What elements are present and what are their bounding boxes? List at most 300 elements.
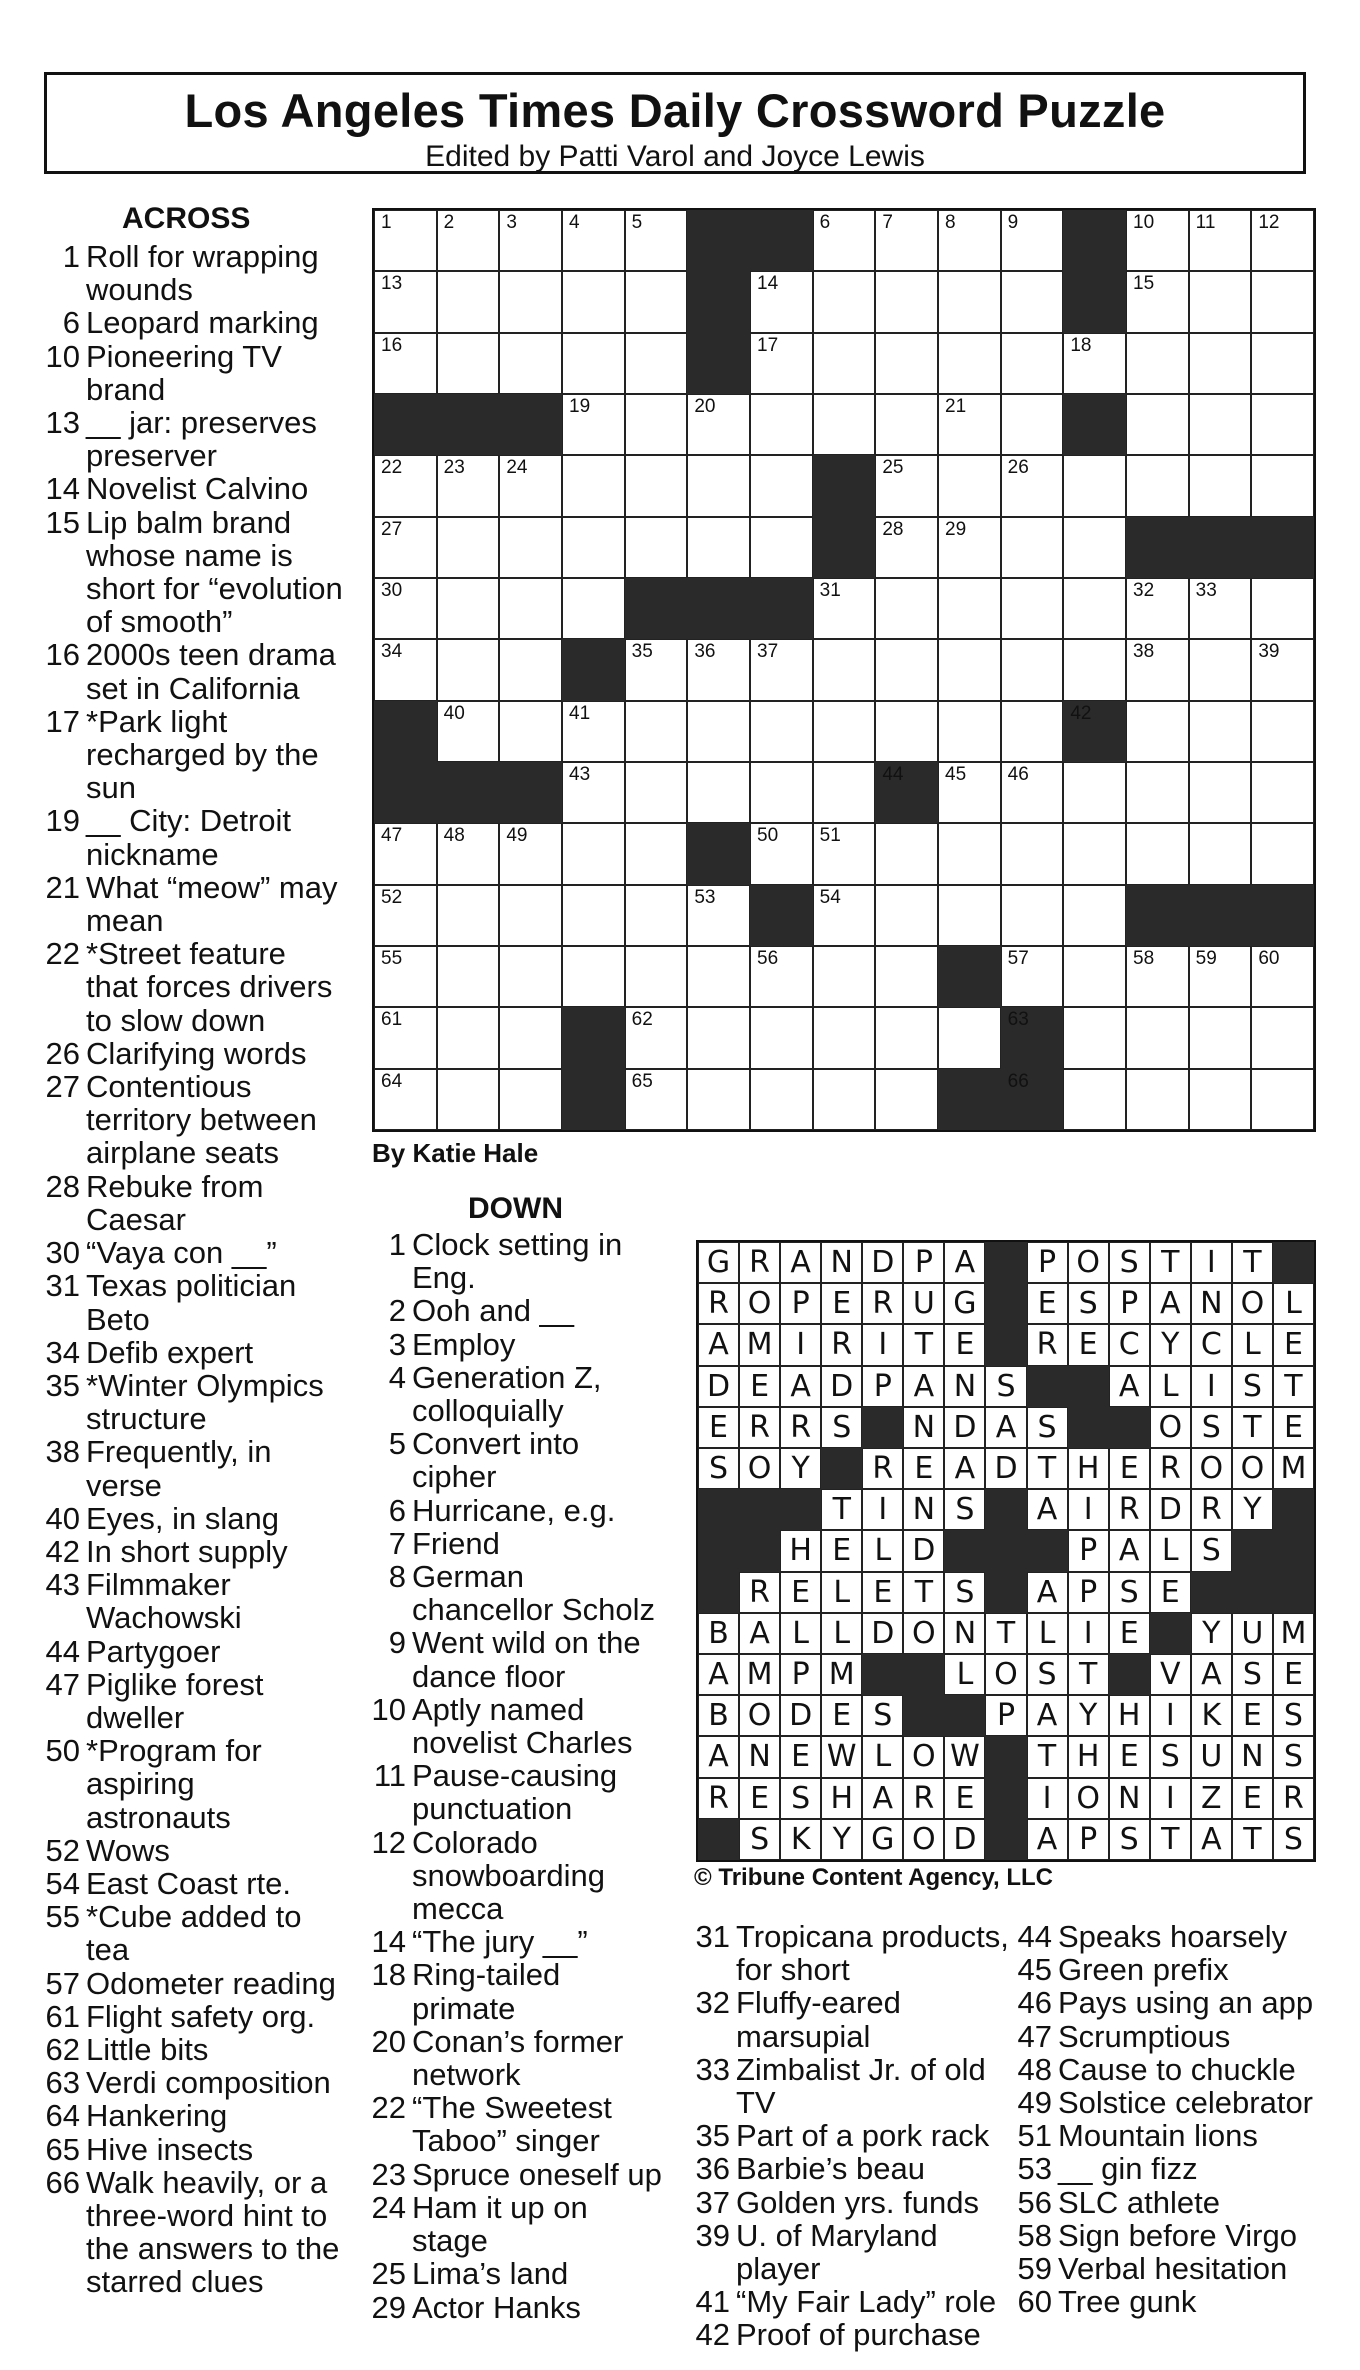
clue-text: Golden yrs. funds bbox=[736, 2184, 979, 2220]
grid-cell[interactable] bbox=[625, 455, 688, 516]
grid-cell[interactable] bbox=[499, 1007, 562, 1068]
grid-cell[interactable] bbox=[938, 455, 1001, 516]
grid-cell[interactable] bbox=[1063, 1069, 1126, 1130]
answer-black-square bbox=[944, 1695, 985, 1736]
grid-cell[interactable] bbox=[437, 946, 500, 1007]
grid-cell[interactable] bbox=[1251, 1007, 1314, 1068]
grid-cell[interactable] bbox=[1001, 578, 1064, 639]
clue-number: 19 bbox=[45, 803, 80, 839]
grid-cell[interactable] bbox=[750, 946, 813, 1007]
cell-number: 53 bbox=[694, 886, 716, 908]
grid-cell[interactable] bbox=[1189, 639, 1252, 700]
grid-cell[interactable] bbox=[1189, 271, 1252, 332]
answer-letter: L bbox=[862, 1736, 903, 1777]
grid-cell[interactable] bbox=[499, 578, 562, 639]
grid-cell[interactable] bbox=[1126, 455, 1189, 516]
grid-cell[interactable] bbox=[1063, 762, 1126, 823]
grid-cell[interactable] bbox=[687, 701, 750, 762]
grid-cell[interactable] bbox=[1001, 517, 1064, 578]
cell-number: 35 bbox=[631, 641, 653, 663]
grid-cell[interactable] bbox=[1126, 701, 1189, 762]
grid-cell[interactable] bbox=[1189, 333, 1252, 394]
grid-cell[interactable] bbox=[437, 517, 500, 578]
clue-number: 52 bbox=[45, 1832, 80, 1868]
grid-cell[interactable] bbox=[750, 762, 813, 823]
grid-cell[interactable] bbox=[875, 639, 938, 700]
grid-cell[interactable] bbox=[625, 271, 688, 332]
grid-cell[interactable] bbox=[1063, 1007, 1126, 1068]
answer-black-square bbox=[739, 1489, 780, 1530]
grid-cell[interactable] bbox=[813, 394, 876, 455]
answer-letter: S bbox=[1068, 1283, 1109, 1324]
grid-cell[interactable] bbox=[875, 1069, 938, 1130]
grid-cell[interactable] bbox=[1001, 946, 1064, 1007]
cell-number: 25 bbox=[882, 457, 904, 479]
clue-text: Ooh and __ bbox=[412, 1293, 575, 1329]
grid-cell[interactable] bbox=[1063, 455, 1126, 516]
grid-cell[interactable] bbox=[750, 455, 813, 516]
grid-cell[interactable] bbox=[938, 885, 1001, 946]
grid-cell[interactable] bbox=[1001, 701, 1064, 762]
cell-number: 19 bbox=[569, 395, 591, 417]
grid-cell[interactable] bbox=[1126, 1007, 1189, 1068]
clue-text: Spruce oneself up bbox=[412, 2156, 662, 2192]
answer-letter: I bbox=[1191, 1366, 1232, 1407]
grid-cell[interactable] bbox=[374, 1007, 437, 1068]
clue-number: 28 bbox=[45, 1168, 80, 1204]
cell-number: 24 bbox=[506, 457, 528, 479]
grid-cell[interactable] bbox=[750, 639, 813, 700]
grid-cell[interactable] bbox=[1251, 1069, 1314, 1130]
clue-text: Frequently, in verse bbox=[86, 1434, 272, 1503]
grid-cell[interactable] bbox=[1001, 333, 1064, 394]
grid-cell[interactable] bbox=[374, 210, 437, 271]
answer-letter: H bbox=[821, 1778, 862, 1819]
grid-cell[interactable] bbox=[1001, 210, 1064, 271]
answer-letter: H bbox=[1109, 1695, 1150, 1736]
clue-item bbox=[40, 1900, 346, 1966]
answer-letter: N bbox=[739, 1736, 780, 1777]
grid-cell[interactable] bbox=[1063, 823, 1126, 884]
grid-cell[interactable] bbox=[938, 210, 1001, 271]
answer-letter: A bbox=[1150, 1283, 1191, 1324]
grid-cell[interactable] bbox=[1063, 333, 1126, 394]
cell-number: 27 bbox=[381, 518, 403, 540]
answer-letter: O bbox=[739, 1695, 780, 1736]
grid-cell[interactable] bbox=[562, 823, 625, 884]
grid-cell[interactable] bbox=[374, 946, 437, 1007]
grid-cell[interactable] bbox=[1126, 762, 1189, 823]
grid-cell[interactable] bbox=[499, 517, 562, 578]
answer-letter: A bbox=[862, 1778, 903, 1819]
clue-number: 32 bbox=[695, 1985, 730, 2021]
clue-text: What “meow” may mean bbox=[86, 869, 338, 939]
clue-text: Roll for wrapping wounds bbox=[86, 239, 319, 308]
grid-cell[interactable] bbox=[687, 517, 750, 578]
answer-letter: M bbox=[739, 1654, 780, 1695]
grid-cell[interactable] bbox=[813, 762, 876, 823]
answer-letter: T bbox=[1232, 1242, 1273, 1283]
grid-cell[interactable] bbox=[499, 333, 562, 394]
grid-cell[interactable] bbox=[625, 762, 688, 823]
grid-cell[interactable] bbox=[625, 333, 688, 394]
clue-number: 49 bbox=[1017, 2085, 1052, 2121]
grid-cell[interactable] bbox=[625, 823, 688, 884]
grid-cell[interactable] bbox=[437, 885, 500, 946]
grid-cell[interactable] bbox=[374, 333, 437, 394]
clue-text: Leopard marking bbox=[86, 305, 319, 341]
grid-cell[interactable] bbox=[1251, 639, 1314, 700]
grid-cell[interactable] bbox=[562, 701, 625, 762]
cell-number: 14 bbox=[757, 273, 779, 295]
black-square bbox=[562, 1007, 625, 1068]
grid-cell[interactable] bbox=[562, 885, 625, 946]
grid-cell[interactable] bbox=[625, 517, 688, 578]
grid-cell[interactable] bbox=[1251, 578, 1314, 639]
grid-cell[interactable] bbox=[813, 333, 876, 394]
grid-cell[interactable] bbox=[625, 946, 688, 1007]
answer-black-square bbox=[1273, 1242, 1314, 1283]
grid-cell[interactable] bbox=[625, 394, 688, 455]
grid-cell[interactable] bbox=[1126, 333, 1189, 394]
grid-cell[interactable] bbox=[1189, 1007, 1252, 1068]
cell-number: 44 bbox=[882, 763, 904, 785]
grid-cell[interactable] bbox=[938, 394, 1001, 455]
grid-cell[interactable] bbox=[1126, 271, 1189, 332]
grid-cell[interactable] bbox=[750, 823, 813, 884]
grid-cell[interactable] bbox=[750, 517, 813, 578]
grid-cell[interactable] bbox=[938, 701, 1001, 762]
grid-cell[interactable] bbox=[374, 271, 437, 332]
answer-letter: T bbox=[1150, 1819, 1191, 1860]
grid-cell[interactable] bbox=[374, 517, 437, 578]
grid-cell[interactable] bbox=[1189, 701, 1252, 762]
grid-cell[interactable] bbox=[813, 210, 876, 271]
grid-cell[interactable] bbox=[1251, 394, 1314, 455]
answer-black-square bbox=[1068, 1407, 1109, 1448]
grid-cell[interactable] bbox=[813, 578, 876, 639]
grid-cell[interactable] bbox=[813, 701, 876, 762]
answer-letter: I bbox=[780, 1324, 821, 1365]
grid-cell[interactable] bbox=[875, 946, 938, 1007]
grid-cell[interactable] bbox=[374, 639, 437, 700]
down-clue-list-1 bbox=[366, 1228, 670, 2324]
grid-cell[interactable] bbox=[499, 455, 562, 516]
clue-text: Defib expert bbox=[86, 1334, 254, 1370]
grid-cell[interactable] bbox=[687, 762, 750, 823]
grid-cell[interactable] bbox=[562, 271, 625, 332]
grid-cell[interactable] bbox=[1126, 823, 1189, 884]
grid-cell[interactable] bbox=[625, 1007, 688, 1068]
clue-number: 41 bbox=[695, 2284, 730, 2320]
grid-cell[interactable] bbox=[875, 578, 938, 639]
clue-item bbox=[40, 1170, 346, 1236]
grid-cell[interactable] bbox=[750, 394, 813, 455]
answer-letter: S bbox=[698, 1448, 739, 1489]
grid-cell[interactable] bbox=[1251, 271, 1314, 332]
clue-text: Hurricane, e.g. bbox=[412, 1492, 616, 1528]
grid-cell[interactable] bbox=[437, 701, 500, 762]
grid-cell[interactable] bbox=[813, 639, 876, 700]
clue-item bbox=[366, 2257, 670, 2290]
grid-cell[interactable] bbox=[1189, 823, 1252, 884]
grid-cell[interactable] bbox=[875, 394, 938, 455]
answer-letter: S bbox=[1109, 1572, 1150, 1613]
answer-letter: T bbox=[1027, 1736, 1068, 1777]
grid-cell[interactable] bbox=[1251, 823, 1314, 884]
answer-letter: W bbox=[944, 1736, 985, 1777]
clue-text: Part of a pork rack bbox=[736, 2118, 990, 2154]
answer-letter: R bbox=[1191, 1489, 1232, 1530]
clue-text: Odometer reading bbox=[86, 1965, 336, 2001]
grid-cell[interactable] bbox=[625, 701, 688, 762]
grid-cell[interactable] bbox=[625, 639, 688, 700]
grid-cell[interactable] bbox=[437, 455, 500, 516]
cell-number: 41 bbox=[569, 702, 591, 724]
grid-cell[interactable] bbox=[938, 762, 1001, 823]
answer-letter: O bbox=[903, 1819, 944, 1860]
clue-item bbox=[40, 1734, 346, 1834]
answer-letter: T bbox=[1232, 1407, 1273, 1448]
clue-item bbox=[40, 1236, 346, 1269]
answer-letter: A bbox=[739, 1613, 780, 1654]
answer-letter: A bbox=[1191, 1819, 1232, 1860]
answer-letter: E bbox=[862, 1572, 903, 1613]
grid-cell[interactable] bbox=[562, 455, 625, 516]
grid-cell[interactable] bbox=[687, 1069, 750, 1130]
grid-cell[interactable] bbox=[813, 885, 876, 946]
grid-cell[interactable] bbox=[1189, 210, 1252, 271]
grid-cell[interactable] bbox=[750, 333, 813, 394]
grid-cell[interactable] bbox=[1126, 210, 1189, 271]
grid-cell[interactable] bbox=[562, 210, 625, 271]
clue-text: In short supply bbox=[86, 1533, 288, 1569]
grid-cell[interactable] bbox=[875, 823, 938, 884]
grid-cell[interactable] bbox=[562, 946, 625, 1007]
grid-cell[interactable] bbox=[687, 639, 750, 700]
grid-cell[interactable] bbox=[1251, 701, 1314, 762]
black-square bbox=[938, 1069, 1001, 1130]
page-title: Los Angeles Times Daily Crossword Puzzle bbox=[184, 84, 1166, 137]
answer-black-square bbox=[1068, 1366, 1109, 1407]
grid-cell[interactable] bbox=[687, 1007, 750, 1068]
clue-item bbox=[40, 1502, 346, 1535]
answer-black-square bbox=[1027, 1530, 1068, 1571]
cell-number: 34 bbox=[381, 641, 403, 663]
black-square bbox=[938, 946, 1001, 1007]
grid-cell[interactable] bbox=[1001, 455, 1064, 516]
grid-cell[interactable] bbox=[562, 394, 625, 455]
grid-cell[interactable] bbox=[1126, 394, 1189, 455]
grid-cell[interactable] bbox=[1001, 762, 1064, 823]
clue-item bbox=[40, 804, 346, 870]
grid-cell[interactable] bbox=[813, 946, 876, 1007]
clue-text: Convert into cipher bbox=[412, 1426, 580, 1495]
grid-cell[interactable] bbox=[625, 210, 688, 271]
cell-number: 9 bbox=[1007, 212, 1019, 233]
cell-number: 1 bbox=[381, 212, 392, 233]
answer-letter: D bbox=[903, 1530, 944, 1571]
cell-number: 17 bbox=[757, 334, 779, 356]
answer-letter: Y bbox=[1191, 1613, 1232, 1654]
clue-number: 44 bbox=[1017, 1919, 1052, 1954]
grid-cell[interactable] bbox=[687, 394, 750, 455]
grid-cell[interactable] bbox=[562, 517, 625, 578]
grid-cell[interactable] bbox=[875, 1007, 938, 1068]
answer-black-square bbox=[1273, 1572, 1314, 1613]
grid-cell[interactable] bbox=[687, 455, 750, 516]
grid-cell[interactable] bbox=[1189, 762, 1252, 823]
grid-cell[interactable] bbox=[1063, 517, 1126, 578]
grid-cell[interactable] bbox=[562, 333, 625, 394]
grid-cell[interactable] bbox=[562, 762, 625, 823]
clue-text: *Program for aspiring astronauts bbox=[86, 1733, 262, 1835]
black-square bbox=[437, 762, 500, 823]
grid-cell[interactable] bbox=[625, 885, 688, 946]
grid-cell[interactable] bbox=[813, 1069, 876, 1130]
clue-number: 63 bbox=[45, 2065, 80, 2101]
clue-text: Flight safety org. bbox=[86, 1998, 316, 2034]
grid-cell[interactable] bbox=[499, 210, 562, 271]
clue-item bbox=[690, 2186, 1020, 2219]
grid-cell[interactable] bbox=[437, 333, 500, 394]
grid-cell[interactable] bbox=[875, 885, 938, 946]
grid-cell[interactable] bbox=[437, 271, 500, 332]
grid-cell[interactable] bbox=[1251, 762, 1314, 823]
answer-letter: E bbox=[1068, 1324, 1109, 1365]
answer-letter: E bbox=[1027, 1283, 1068, 1324]
grid-cell[interactable] bbox=[1001, 823, 1064, 884]
grid-cell[interactable] bbox=[1251, 210, 1314, 271]
grid-cell[interactable] bbox=[938, 271, 1001, 332]
clue-number: 42 bbox=[45, 1533, 80, 1569]
answer-letter: O bbox=[903, 1736, 944, 1777]
grid-cell[interactable] bbox=[1063, 639, 1126, 700]
grid-cell[interactable] bbox=[875, 333, 938, 394]
answer-letter: P bbox=[780, 1654, 821, 1695]
grid-cell[interactable] bbox=[374, 578, 437, 639]
cell-number: 8 bbox=[945, 212, 956, 233]
grid-cell[interactable] bbox=[875, 210, 938, 271]
cell-number: 65 bbox=[631, 1070, 653, 1092]
grid-cell[interactable] bbox=[374, 1069, 437, 1130]
grid-cell[interactable] bbox=[437, 639, 500, 700]
grid-cell[interactable] bbox=[1126, 639, 1189, 700]
grid-cell[interactable] bbox=[938, 333, 1001, 394]
clue-text: Pays using an app bbox=[1058, 1985, 1314, 2021]
black-square bbox=[750, 578, 813, 639]
grid-cell[interactable] bbox=[813, 271, 876, 332]
grid-cell[interactable] bbox=[1189, 455, 1252, 516]
grid-cell[interactable] bbox=[374, 455, 437, 516]
grid-cell[interactable] bbox=[1189, 578, 1252, 639]
grid-cell[interactable] bbox=[750, 1069, 813, 1130]
grid-cell[interactable] bbox=[1126, 1069, 1189, 1130]
grid-cell[interactable] bbox=[1063, 946, 1126, 1007]
grid-cell[interactable] bbox=[374, 823, 437, 884]
grid-cell[interactable] bbox=[750, 1007, 813, 1068]
cell-number: 20 bbox=[694, 395, 716, 417]
grid-cell[interactable] bbox=[374, 885, 437, 946]
grid-cell[interactable] bbox=[938, 578, 1001, 639]
answer-black-square bbox=[985, 1819, 1026, 1860]
clue-number: 38 bbox=[45, 1434, 80, 1470]
clue-item bbox=[366, 1826, 670, 1926]
grid-cell[interactable] bbox=[1001, 639, 1064, 700]
grid-cell[interactable] bbox=[938, 823, 1001, 884]
grid-cell[interactable] bbox=[687, 885, 750, 946]
grid-cell[interactable] bbox=[750, 271, 813, 332]
grid-cell[interactable] bbox=[499, 271, 562, 332]
grid-cell[interactable] bbox=[1189, 1069, 1252, 1130]
grid-cell[interactable] bbox=[499, 701, 562, 762]
grid-cell[interactable] bbox=[813, 823, 876, 884]
answer-letter: E bbox=[821, 1695, 862, 1736]
grid-cell[interactable] bbox=[499, 946, 562, 1007]
grid-cell[interactable] bbox=[938, 517, 1001, 578]
grid-cell[interactable] bbox=[1251, 455, 1314, 516]
grid-cell[interactable] bbox=[813, 1007, 876, 1068]
grid-cell[interactable] bbox=[499, 1069, 562, 1130]
grid-cell[interactable] bbox=[875, 701, 938, 762]
grid-cell[interactable] bbox=[499, 885, 562, 946]
grid-cell[interactable] bbox=[625, 1069, 688, 1130]
clue-item bbox=[366, 2191, 670, 2257]
grid-cell[interactable] bbox=[938, 639, 1001, 700]
grid-cell[interactable] bbox=[938, 1007, 1001, 1068]
grid-cell[interactable] bbox=[1189, 946, 1252, 1007]
grid-cell[interactable] bbox=[1251, 946, 1314, 1007]
clue-item bbox=[1012, 2219, 1322, 2252]
answer-letter: E bbox=[1232, 1695, 1273, 1736]
grid-cell[interactable] bbox=[499, 639, 562, 700]
grid-cell[interactable] bbox=[437, 1007, 500, 1068]
grid-cell[interactable] bbox=[750, 701, 813, 762]
grid-cell[interactable] bbox=[499, 823, 562, 884]
grid-cell[interactable] bbox=[1063, 578, 1126, 639]
clue-text: “The jury __” bbox=[412, 1924, 588, 1960]
grid-cell[interactable] bbox=[1126, 578, 1189, 639]
grid-cell[interactable] bbox=[437, 823, 500, 884]
grid-cell[interactable] bbox=[687, 946, 750, 1007]
clue-number: 26 bbox=[45, 1035, 80, 1071]
answer-letter: I bbox=[1150, 1695, 1191, 1736]
grid-cell[interactable] bbox=[1251, 333, 1314, 394]
grid-cell[interactable] bbox=[1063, 885, 1126, 946]
black-square bbox=[562, 1069, 625, 1130]
answer-letter: I bbox=[1191, 1242, 1232, 1283]
grid-cell[interactable] bbox=[875, 271, 938, 332]
grid-cell[interactable] bbox=[437, 1069, 500, 1130]
clue-number: 22 bbox=[371, 2090, 406, 2126]
answer-letter: S bbox=[1027, 1407, 1068, 1448]
grid-cell[interactable] bbox=[1001, 271, 1064, 332]
grid-cell[interactable] bbox=[437, 578, 500, 639]
answer-letter: B bbox=[698, 1613, 739, 1654]
grid-cell[interactable] bbox=[1001, 885, 1064, 946]
grid-cell[interactable] bbox=[1001, 394, 1064, 455]
cell-number: 3 bbox=[506, 212, 517, 233]
grid-cell[interactable] bbox=[562, 578, 625, 639]
cell-number: 48 bbox=[443, 825, 465, 847]
grid-cell[interactable] bbox=[875, 517, 938, 578]
cell-number: 54 bbox=[819, 886, 841, 908]
grid-cell[interactable] bbox=[1126, 946, 1189, 1007]
grid-cell[interactable] bbox=[437, 210, 500, 271]
cell-number: 13 bbox=[381, 273, 403, 295]
grid-cell[interactable] bbox=[875, 455, 938, 516]
grid-cell[interactable] bbox=[1189, 394, 1252, 455]
